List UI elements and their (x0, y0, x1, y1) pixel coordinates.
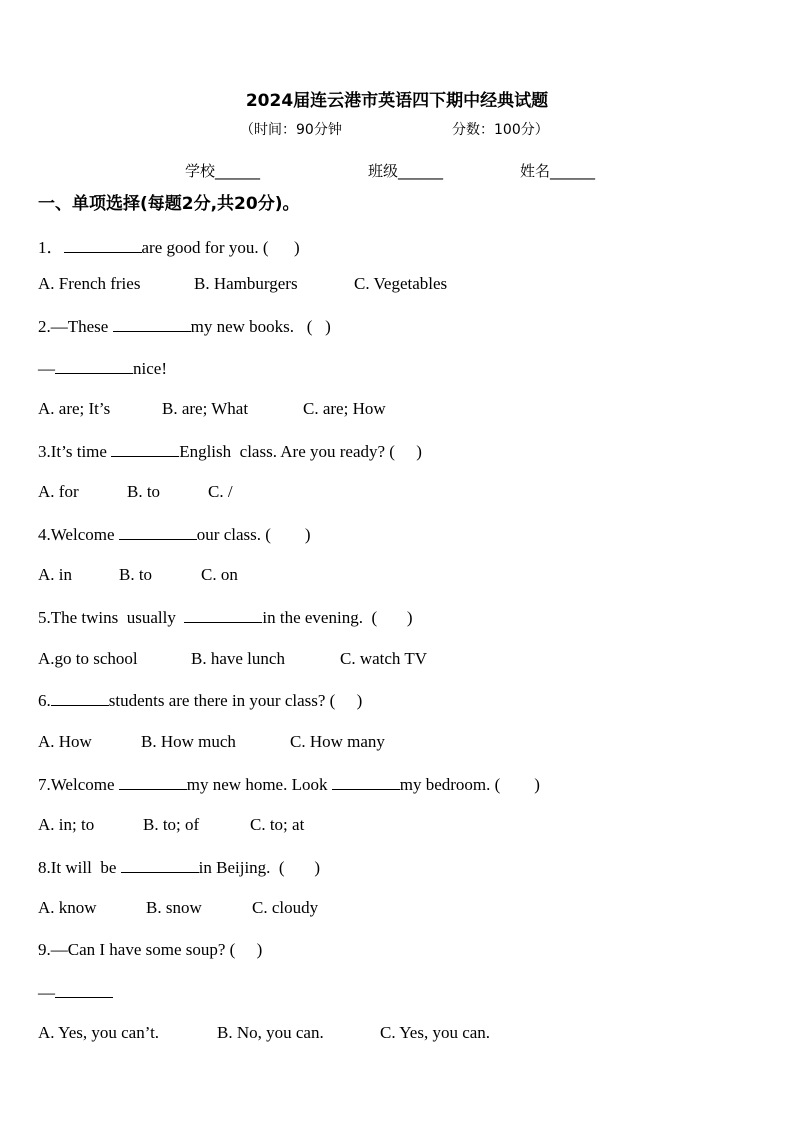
answer-blank[interactable] (119, 524, 197, 540)
q3-option-c[interactable]: C. / (208, 482, 233, 501)
q4-option-b[interactable]: B. to (119, 565, 153, 584)
question-5: 5.The twins usually in the evening. ( ) (38, 608, 413, 627)
answer-blank[interactable] (55, 358, 133, 374)
q7-option-c[interactable]: C. to; at (250, 815, 305, 834)
q5-option-c[interactable]: C. watch TV (340, 649, 428, 668)
q7-option-a[interactable]: A. in; to (38, 815, 95, 834)
question-4: 4.Welcome our class. ( ) (38, 525, 311, 544)
question-9-reply: — (38, 982, 113, 1003)
q9-option-c[interactable]: C. Yes, you can. (380, 1023, 491, 1042)
answer-blank[interactable] (121, 857, 199, 873)
q5-option-b[interactable]: B. have lunch (191, 649, 285, 668)
q6-option-c[interactable]: C. How many (290, 732, 385, 751)
class-field[interactable]: 班级______ (368, 162, 444, 180)
q5-option-a[interactable]: A.go to school (38, 649, 138, 668)
name-field[interactable]: 姓名______ (520, 162, 596, 180)
question-7: 7.Welcome my new home. Look my bedroom. ( ) (38, 775, 540, 794)
q4-option-a[interactable]: A. in (38, 565, 72, 584)
question-2-reply: — nice! (38, 359, 167, 378)
q6-option-a[interactable]: A. How (38, 732, 92, 751)
q8-option-b[interactable]: B. snow (146, 898, 202, 917)
question-8: 8.It will be in Beijing. ( ) (38, 858, 320, 877)
question-9: 9.—Can I have some soup? ( ) (38, 940, 263, 959)
q9-option-a[interactable]: A. Yes, you can’t. (38, 1023, 160, 1042)
q7-option-b[interactable]: B. to; of (143, 815, 200, 834)
question-2: 2.—These my new books. ( ) (38, 317, 331, 336)
answer-blank[interactable] (111, 441, 179, 457)
q1-option-b[interactable]: B. Hamburgers (194, 274, 298, 293)
answer-blank[interactable] (51, 690, 109, 706)
q9-option-b[interactable]: B. No, you can. (217, 1023, 324, 1042)
section-heading: 一、单项选择(每题2分,共20分)。 (38, 194, 300, 214)
exam-score: 分数：100分） (452, 122, 549, 138)
answer-blank[interactable] (55, 982, 113, 998)
answer-blank[interactable] (332, 774, 400, 790)
q2-option-a[interactable]: A. are; It’s (38, 399, 111, 418)
q3-option-a[interactable]: A. for (38, 482, 79, 501)
q4-option-c[interactable]: C. on (201, 565, 238, 584)
answer-blank[interactable] (119, 774, 187, 790)
answer-blank[interactable] (184, 607, 262, 623)
question-3: 3.It’s time English class. Are you ready? ( ) (38, 442, 422, 461)
q1-option-a[interactable]: A. French fries (38, 274, 141, 293)
exam-time: （时间：90分钟 (240, 122, 342, 138)
question-1: 1． are good for you. ( ) (38, 238, 300, 257)
answer-blank[interactable] (64, 237, 142, 253)
q2-option-c[interactable]: C. are; How (303, 399, 386, 418)
question-6: 6. students are there in your class? ( ) (38, 691, 363, 710)
q6-option-b[interactable]: B. How much (141, 732, 236, 751)
q2-option-b[interactable]: B. are; What (162, 399, 249, 418)
school-field[interactable]: 学校______ (185, 162, 261, 180)
q8-option-c[interactable]: C. cloudy (252, 898, 319, 917)
q8-option-a[interactable]: A. know (38, 898, 97, 917)
answer-blank[interactable] (113, 316, 191, 332)
q3-option-b[interactable]: B. to (127, 482, 161, 501)
exam-title: 2024届连云港市英语四下期中经典试题 (245, 91, 549, 111)
q1-option-c[interactable]: C. Vegetables (354, 274, 448, 293)
